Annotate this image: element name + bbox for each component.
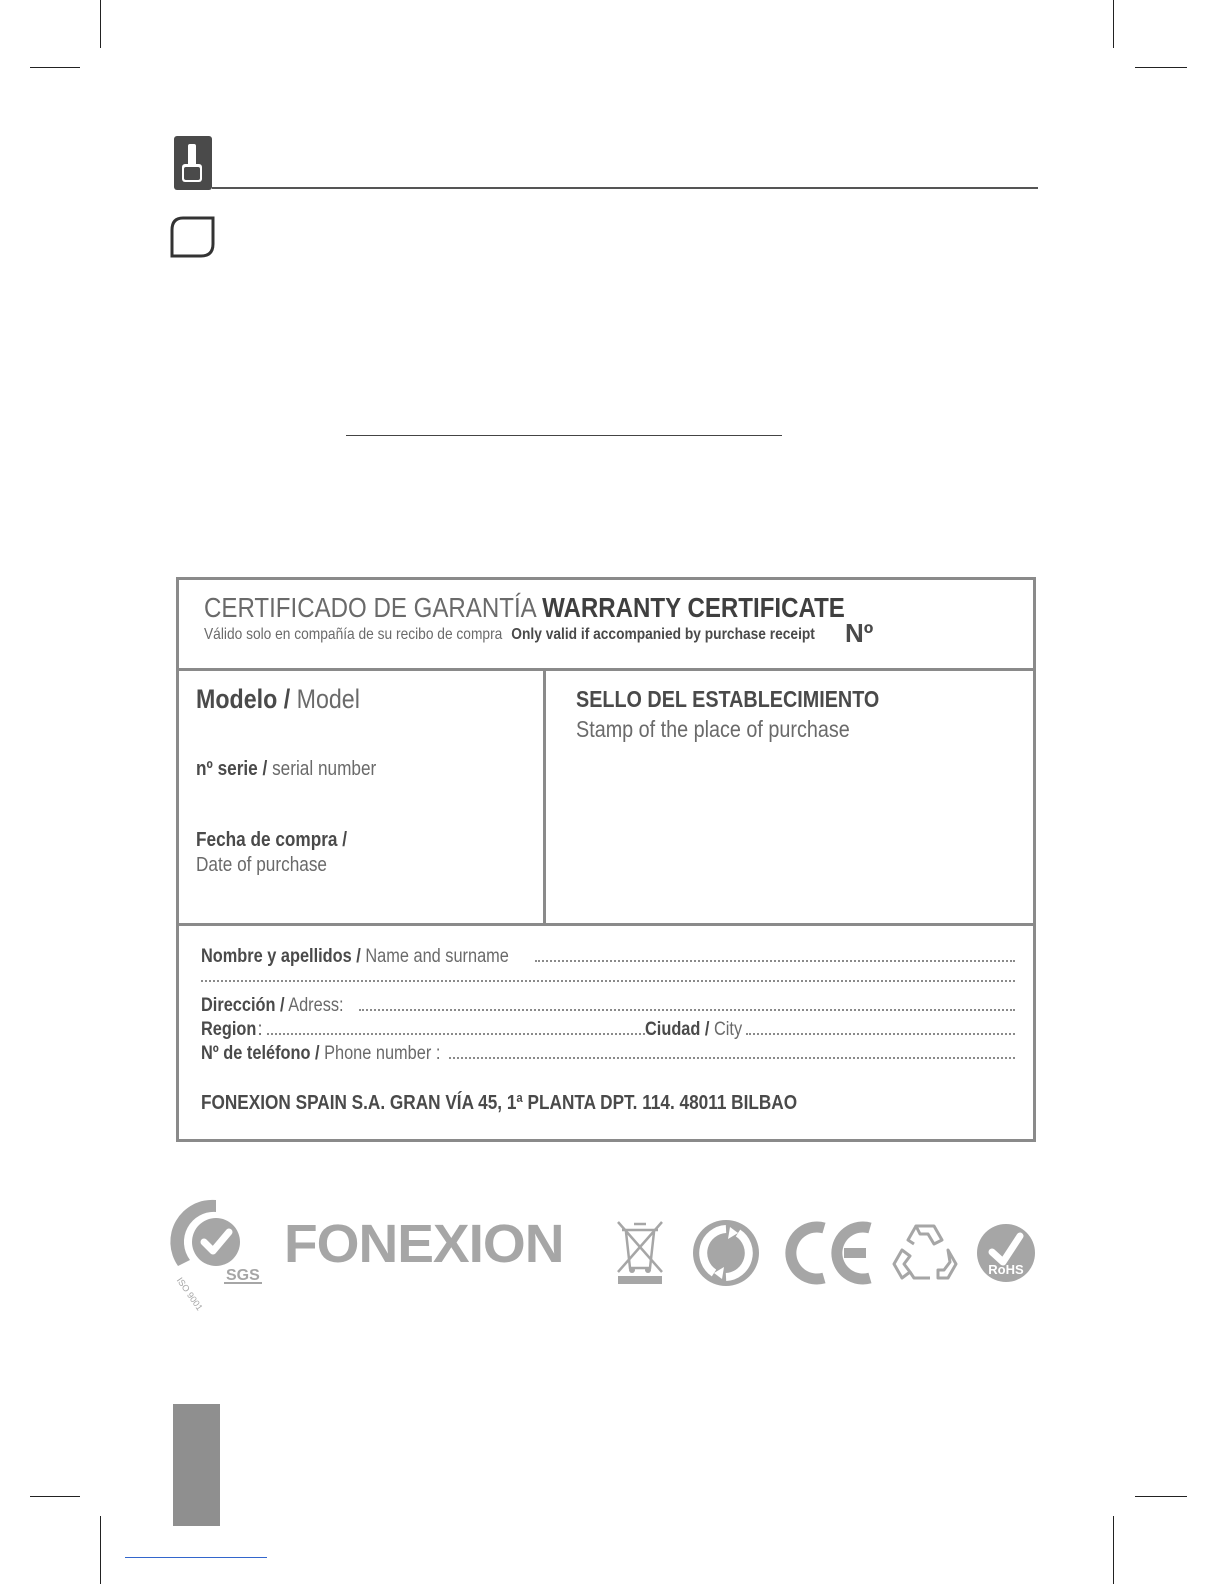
crop-mark [30,67,80,68]
dotted-line [535,960,1015,962]
date-label-en: Date of purchase [196,854,328,876]
header-rule [212,187,1038,189]
dotted-line [746,1033,1015,1035]
city-label-es: Ciudad / [644,1019,710,1040]
region-city-field[interactable]: Region : Ciudad / City [201,1019,1015,1041]
brand-logo: FONEXION [284,1214,564,1274]
crop-mark [1135,67,1187,68]
rohs-text: RoHS [988,1262,1024,1277]
model-label-es: Modelo / [196,684,291,714]
certificate-subtitle [204,626,914,644]
weee-bin-icon [614,1218,666,1286]
signature-line [346,435,782,436]
title-es: CERTIFICADO DE GARANTÍA [204,592,536,623]
column-divider [543,670,546,925]
green-dot-icon [692,1219,760,1287]
serial-field[interactable] [196,758,406,781]
ce-mark-icon [786,1220,872,1286]
company-address: FONEXION SPAIN S.A. GRAN VÍA 45, 1ª PLANTA DPT. 114. 48011 BILBAO [201,1092,798,1114]
dotted-line [201,980,1015,982]
certificate-number-label: Nº [845,618,874,648]
crop-mark [100,1516,101,1584]
link-underline[interactable] [125,1557,267,1558]
crop-mark [1135,1496,1187,1497]
dotted-line [267,1033,645,1035]
model-label-en: Model [296,684,360,714]
region-label: Region [201,1019,257,1040]
divider [179,668,1033,671]
purchase-date-field[interactable] [196,828,372,878]
address-label-es: Dirección / [201,995,285,1016]
iso-9001-sgs-icon [170,1196,266,1313]
dotted-line [449,1057,1015,1059]
phone-label-es: Nº de teléfono / [201,1043,320,1064]
crop-mark [1113,0,1114,48]
rounded-tab-icon [169,216,217,258]
city-label-en: City [713,1019,742,1040]
title-en: WARRANTY CERTIFICATE [542,592,845,623]
phone-label-en: Phone number : [324,1043,441,1064]
divider [179,923,1033,926]
certificate-title [204,592,949,624]
address-label-en: Adress: [288,995,344,1016]
serial-label-es: nº serie / [196,758,268,780]
crop-mark [100,0,101,48]
date-label-es: Fecha de compra / [196,829,348,851]
stamp-label-es: SELLO DEL ESTABLECIMIENTO [576,686,880,712]
crop-mark [30,1496,80,1497]
sgs-text: SGS [226,1267,260,1284]
stamp-label-en: Stamp of the place of purchase [576,716,850,742]
page-tab [173,1404,220,1526]
name-label-en: Name and surname [365,946,509,967]
name-field[interactable] [201,946,1015,968]
crop-mark [1113,1516,1114,1584]
address-field[interactable] [201,995,1015,1017]
recycle-icon [890,1220,960,1286]
phone-handset-icon [174,136,212,190]
dotted-line [359,1009,1015,1011]
name-label-es: Nombre y apellidos / [201,946,361,967]
warranty-certificate [176,577,1036,1142]
model-field[interactable] [196,684,387,715]
subtitle-en: Only valid if accompanied by purchase receipt [511,626,815,643]
stamp-area [576,684,929,744]
phone-field[interactable] [201,1043,1015,1065]
name-continuation-line[interactable] [201,976,1015,988]
iso-text: ISO 9001 [174,1275,205,1313]
subtitle-es: Válido solo en compañía de su recibo de compra [204,626,503,643]
serial-label-en: serial number [272,758,377,780]
rohs-icon [976,1222,1036,1284]
